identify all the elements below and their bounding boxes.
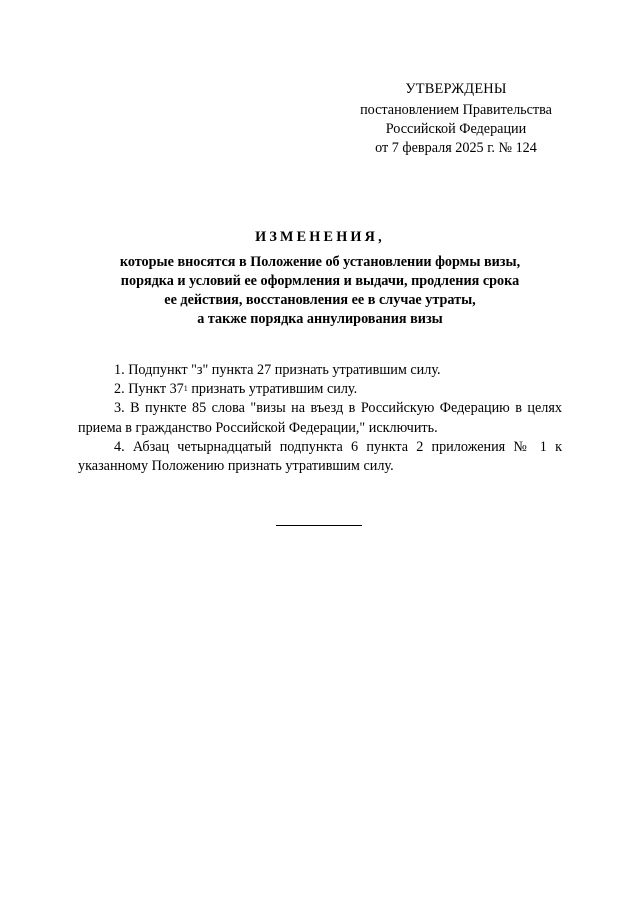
item-number: 2. — [114, 381, 125, 398]
document-body — [78, 361, 562, 476]
approval-line-2: Российской Федерации — [385, 121, 527, 137]
list-item — [78, 399, 562, 437]
approval-title: УТВЕРЖДЕНЫ — [405, 81, 507, 97]
list-item — [78, 361, 562, 380]
heading-title: ИЗМЕНЕНИЯ, — [255, 229, 385, 245]
heading-line-4: а также порядка аннулирования визы — [197, 311, 443, 327]
item-text-before: Пункт 37 — [128, 381, 184, 398]
heading-line-1: которые вносятся в Положение об установлении формы визы, — [119, 254, 521, 270]
item-number: 1. — [114, 362, 125, 378]
approval-line-3: от 7 февраля 2025 г. № 124 — [375, 140, 537, 156]
item-superscript: 1 — [183, 384, 188, 394]
item-text: В пункте 85 слова "визы на въезд в Российскую Федерацию в целях приема в гражданство Российской Федерации," исключить. — [78, 400, 563, 436]
document-heading — [78, 228, 562, 329]
item-text: Подпункт "з" пункта 27 признать утратившим силу. — [128, 362, 441, 378]
list-item — [78, 380, 562, 399]
approval-block — [330, 80, 582, 158]
list-item — [78, 438, 562, 476]
item-number: 3. — [114, 400, 125, 417]
heading-line-2: порядка и условий ее оформления и выдачи, продления срока — [120, 273, 520, 289]
heading-line-3: ее действия, восстановления ее в случае утраты, — [164, 292, 476, 308]
item-text: Абзац четырнадцатый подпункта 6 пункта 2 приложения № 1 к указанному Положению признать утратившим силу. — [78, 438, 562, 475]
item-text-after: признать утратившим силу. — [187, 381, 358, 398]
item-number: 4. — [114, 438, 125, 455]
end-divider — [276, 525, 362, 526]
approval-line-1: постановлением Правительства — [360, 102, 552, 118]
